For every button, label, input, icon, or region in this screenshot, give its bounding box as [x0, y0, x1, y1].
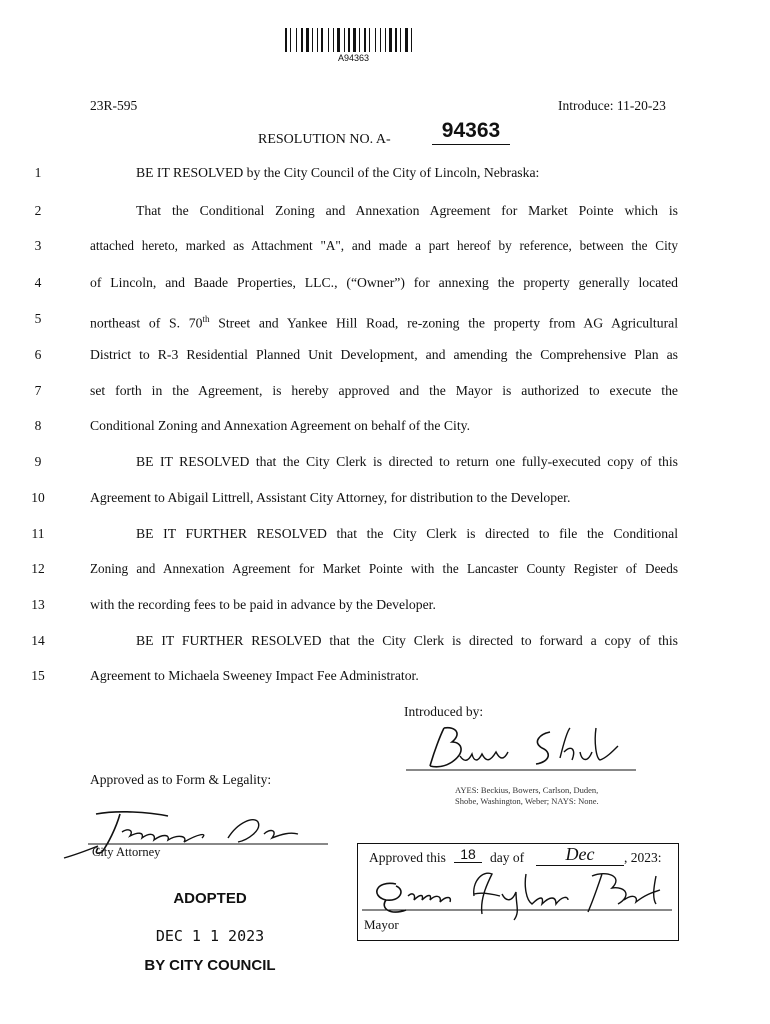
line-number: 13: [31, 597, 45, 612]
line-number: 12: [31, 561, 45, 576]
barcode-bar: [321, 28, 323, 52]
body-line: Zoning and Annexation Agreement for Market Pointe with the Lancaster County Register of Deeds: [90, 561, 678, 576]
body-line: attached hereto, marked as Attachment "A", and made a part hereof by reference, between the City: [90, 238, 678, 253]
barcode-bar: [306, 28, 309, 52]
body-line: BE IT FURTHER RESOLVED that the City Clerk is directed to forward a copy of this: [136, 633, 678, 648]
adopted-stamp-title: ADOPTED: [173, 890, 247, 907]
resolution-number: 94363: [432, 118, 510, 145]
barcode-bar: [328, 28, 329, 52]
body-line: BE IT FURTHER RESOLVED that the City Clerk is directed to file the Conditional: [136, 526, 678, 541]
body-line: Conditional Zoning and Annexation Agreement on behalf of the City.: [90, 418, 471, 433]
barcode-bar: [385, 28, 386, 52]
barcode-bar: [317, 28, 318, 52]
body-line: BE IT RESOLVED that the City Clerk is directed to return one fully-executed copy of this: [136, 454, 678, 469]
line-number: 14: [31, 633, 45, 648]
barcode-bar: [359, 28, 360, 52]
barcode-number: A94363: [338, 53, 370, 63]
barcode-bar: [312, 28, 313, 52]
body-line: northeast of S. 70th Street and Yankee Hill Road, re-zoning the property from AG Agricultural: [90, 314, 678, 331]
barcode-bar: [333, 28, 334, 52]
barcode-bar: [296, 28, 297, 52]
approval-day: 18: [454, 846, 482, 863]
approval-month: Dec: [536, 844, 624, 866]
approved-this-label: Approved this: [369, 850, 446, 865]
council-member-signature: [400, 722, 640, 778]
barcode-bar: [389, 28, 392, 52]
barcode-bar: [375, 28, 376, 52]
barcode-bar: [301, 28, 303, 52]
line-number: 1: [34, 165, 42, 180]
barcode-bar: [411, 28, 412, 52]
body-line: Agreement to Michaela Sweeney Impact Fee Administrator.: [90, 668, 419, 683]
votes-line-1: AYES: Beckius, Bowers, Carlson, Duden,: [455, 785, 599, 795]
body-line: with the recording fees to be paid in advance by the Developer.: [90, 597, 436, 612]
adopted-stamp-body: BY CITY COUNCIL: [144, 957, 276, 974]
barcode-bar: [353, 28, 356, 52]
barcode-graphic: [285, 28, 437, 52]
resolution-label: RESOLUTION NO. A-: [258, 132, 391, 147]
line-number: 7: [34, 383, 42, 398]
day-of-label: day of: [490, 850, 525, 865]
barcode-bar: [369, 28, 370, 52]
line-number: 2: [34, 203, 42, 218]
introduce-date: Introduce: 11-20-23: [558, 98, 666, 113]
body-line: of Lincoln, and Baade Properties, LLC., (“Owner”) for annexing the property generally located: [90, 275, 678, 290]
barcode-bar: [380, 28, 381, 52]
body-line: That the Conditional Zoning and Annexation Agreement for Market Pointe which is: [136, 203, 678, 218]
barcode-bar: [405, 28, 408, 52]
line-number: 15: [31, 668, 45, 683]
body-line: BE IT RESOLVED by the City Council of the City of Lincoln, Nebraska:: [136, 165, 540, 180]
approved-form-label: Approved as to Form & Legality:: [90, 772, 272, 787]
body-line: Agreement to Abigail Littrell, Assistant City Attorney, for distribution to the Developer.: [90, 490, 571, 505]
barcode-bar: [285, 28, 287, 52]
line-number: 5: [34, 311, 42, 326]
line-number: 6: [34, 347, 42, 362]
approval-year: , 2023:: [624, 850, 662, 865]
barcode-bar: [290, 28, 291, 52]
introduced-by-label: Introduced by:: [404, 704, 484, 719]
line-number: 8: [34, 418, 42, 433]
votes-line-2: Shobe, Washington, Weber; NAYS: None.: [455, 796, 599, 806]
barcode-bar: [395, 28, 397, 52]
mayor-label: Mayor: [364, 917, 399, 932]
line-number: 10: [31, 490, 45, 505]
barcode-bar: [400, 28, 401, 52]
body-line: set forth in the Agreement, is hereby approved and the Mayor is authorized to execute the: [90, 383, 678, 398]
barcode-bar: [348, 28, 350, 52]
file-number: 23R-595: [90, 98, 138, 113]
barcode-bar: [364, 28, 366, 52]
city-attorney-label: City Attorney: [92, 845, 161, 859]
line-number: 11: [31, 526, 45, 541]
line-number: 4: [34, 275, 42, 290]
barcode-bar: [344, 28, 345, 52]
body-line: District to R-3 Residential Planned Unit Development, and amending the Comprehensive Plan as: [90, 347, 678, 362]
adopted-stamp-date: DEC 1 1 2023: [155, 927, 265, 945]
line-number: 9: [34, 454, 42, 469]
line-number: 3: [34, 238, 42, 253]
barcode-bar: [337, 28, 340, 52]
mayor-signature: [356, 866, 676, 926]
